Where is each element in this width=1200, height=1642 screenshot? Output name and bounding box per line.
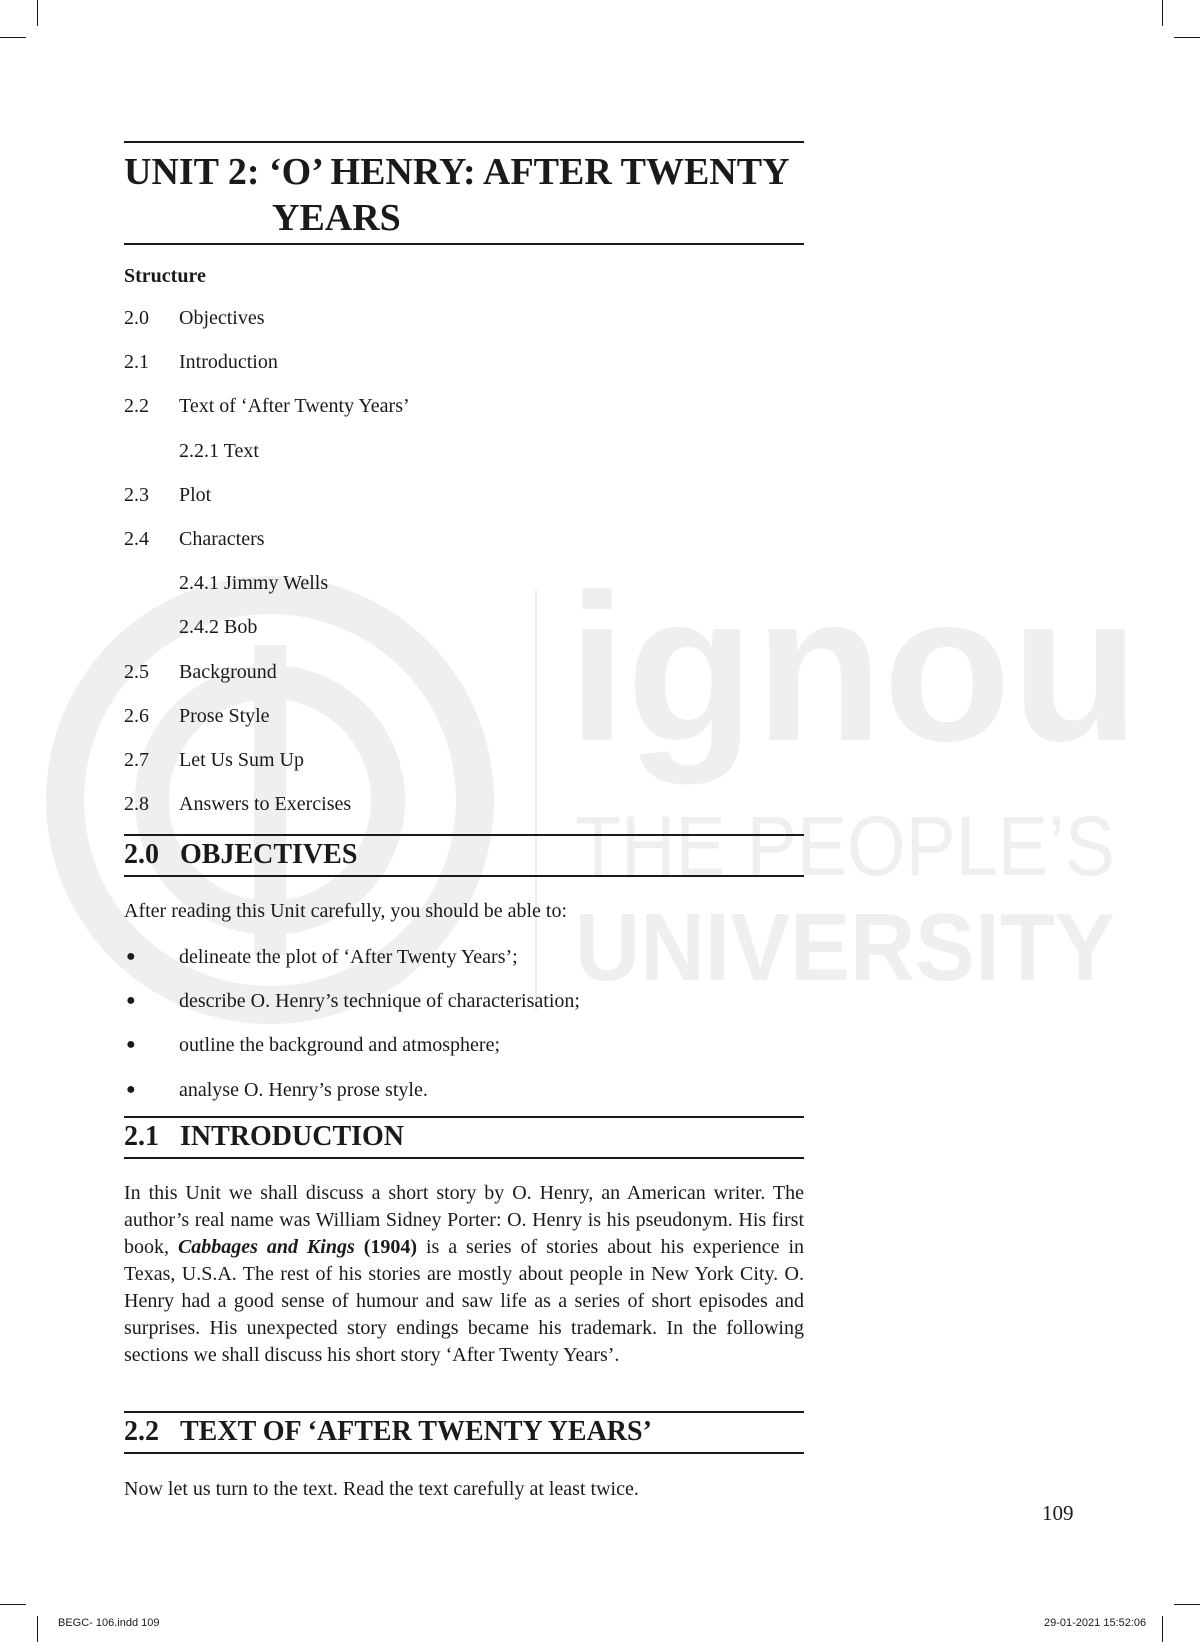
crop-mark xyxy=(0,1604,26,1605)
crop-mark xyxy=(37,1616,38,1642)
list-item: ● delineate the plot of ‘After Twenty Years’; xyxy=(126,946,518,968)
page-number: 109 xyxy=(1042,1501,1074,1525)
slug-file-info: BEGC- 106.indd 109 xyxy=(58,1617,160,1629)
toc-item: 2.7 Let Us Sum Up xyxy=(124,748,304,771)
unit-title-line1: UNIT 2: ‘O’ HENRY: AFTER TWENTY xyxy=(124,151,790,193)
structure-heading: Structure xyxy=(124,265,206,287)
section-heading-objectives: 2.0 OBJECTIVES xyxy=(124,834,804,877)
watermark-brand: ignou xyxy=(568,570,1140,785)
crop-mark xyxy=(1162,1616,1163,1642)
bullet-icon: ● xyxy=(126,1036,136,1054)
toc-item: 2.1 Introduction xyxy=(124,351,278,374)
toc-subitem: 2.4.2 Bob xyxy=(179,616,258,639)
crop-mark xyxy=(1162,0,1163,26)
crop-mark xyxy=(37,0,38,26)
crop-mark xyxy=(1174,37,1200,38)
list-item: ● describe O. Henry’s technique of characterisation; xyxy=(126,990,580,1013)
table-of-contents xyxy=(124,305,724,835)
toc-item: 2.5 Background xyxy=(124,660,277,683)
unit-title-line2: YEARS xyxy=(272,197,401,239)
toc-item: 2.8 Answers to Exercises xyxy=(124,793,352,816)
toc-item: 2.4 Characters xyxy=(124,527,265,550)
list-item: ● outline the background and atmosphere; xyxy=(126,1034,501,1057)
crop-mark xyxy=(0,37,26,38)
toc-subitem: 2.2.1 Text xyxy=(179,439,259,462)
objectives-intro: After reading this Unit carefully, you should be able to: xyxy=(124,900,568,922)
watermark-line1: THE PEOPLE’S xyxy=(575,799,1115,893)
text-section-paragraph: Now let us turn to the text. Read the text carefully at least twice. xyxy=(124,1478,639,1500)
objectives-list xyxy=(124,944,804,1121)
toc-item: 2.3 Plot xyxy=(124,483,212,506)
slug-timestamp: 29-01-2021 15:52:06 xyxy=(1044,1617,1147,1629)
bullet-icon: ● xyxy=(126,992,136,1010)
section-heading-text: 2.2 TEXT OF ‘AFTER TWENTY YEARS’ xyxy=(124,1411,804,1454)
book-title: Cabbages and Kings xyxy=(177,1236,355,1258)
list-item: ● analyse O. Henry’s prose style. xyxy=(126,1078,428,1101)
bullet-icon: ● xyxy=(126,1080,136,1098)
toc-item: 2.2 Text of ‘After Twenty Years’ xyxy=(124,395,410,418)
crop-mark xyxy=(1174,1604,1200,1605)
unit-title-block xyxy=(124,141,804,245)
introduction-paragraph: In this Unit we shall discuss a short story by O. Henry, an American writer. The author’s real name was William Sidney Porter: O. Henry is his pseudonym. His first book, Cabbages and Kings (1904) is a series of stories about his experience in Texas, U.S.A. The rest of his stories are mostly about people in New York City. O. Henry had a good sense of humour and saw life as a series of short episodes and surprises. His unexpected story endings became his trademark. In the following sections we shall discuss his short story ‘After Twenty Years’. xyxy=(124,1182,805,1366)
bullet-icon: ● xyxy=(126,948,136,965)
toc-item: 2.6 Prose Style xyxy=(124,704,270,727)
watermark-line2: UNIVERSITY xyxy=(575,894,1115,1001)
toc-item: 2.0 Objectives xyxy=(124,307,265,329)
unit-title xyxy=(124,149,804,241)
toc-subitem: 2.4.1 Jimmy Wells xyxy=(179,572,329,595)
section-heading-introduction: 2.1 INTRODUCTION xyxy=(124,1116,804,1159)
